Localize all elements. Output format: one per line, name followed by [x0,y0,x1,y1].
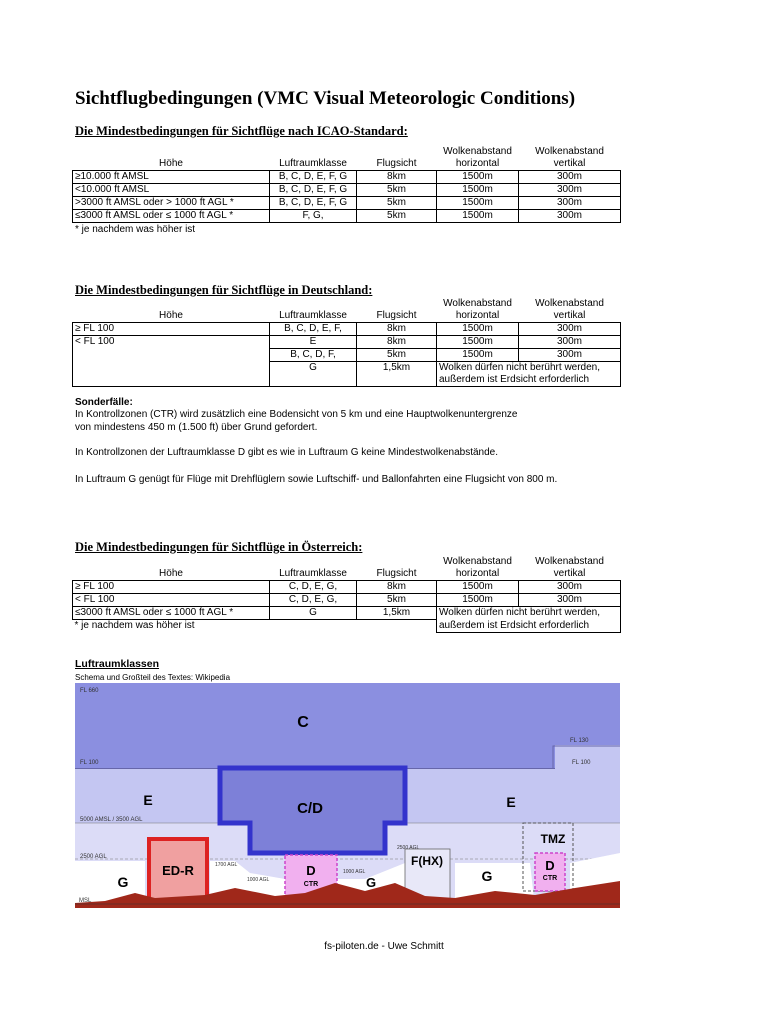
label-e1: E [143,792,153,808]
label-d1: D [306,863,316,878]
cell: E [270,336,357,349]
label-agl2500: 2500 AGL [80,854,107,860]
cell: 5km [357,210,437,223]
table-row [73,336,621,349]
cell: 300m [519,349,621,362]
cell: 1500m [437,210,519,223]
label-agl1000b: 1000 AGL [343,869,366,875]
cell: <10.000 ft AMSL [73,184,270,197]
label-agl2500b: 2500 AGL [397,845,420,851]
label-g2: G [365,875,377,890]
cell: ≥ FL 100 [73,581,270,594]
label-g3: G [481,868,493,884]
label-fl100b: FL 100 [572,760,591,766]
cell: 1500m [437,323,519,336]
sonder-p2: In Kontrollzonen der Luftraumklasse D gibt es wie in Luftraum G keine Mindestwolkenabstände. [75,447,499,458]
cell: >3000 ft AMSL oder > 1000 ft AGL * [73,197,270,210]
label-ctr2: CTR [542,875,558,882]
cell: ≥ FL 100 [73,323,270,336]
cell: außerdem ist Erdsicht erforderlich [437,374,621,387]
de-table [72,298,621,387]
col-sicht: Flugsicht [376,568,417,579]
col-klasse: Luftraumklasse [279,568,347,579]
cell: 300m [519,594,621,607]
cell: 300m [519,171,621,184]
cell: F, G, [270,210,357,223]
label-agl1000a: 1000 AGL [247,877,270,883]
icao-heading: Die Mindestbedingungen für Sichtflüge nach ICAO-Standard: [75,124,408,138]
cell: 300m [519,581,621,594]
label-fl660: FL 660 [80,688,99,694]
cell: 1,5km [357,362,437,387]
cell: außerdem ist Erdsicht erforderlich [437,620,621,633]
label-cd: C/D [297,800,323,817]
table-row [73,594,621,607]
label-fhx: F(HX) [411,854,443,868]
col-sicht: Flugsicht [376,310,417,321]
label-c: C [297,714,309,731]
sonder-title: Sonderfälle: [75,397,133,408]
table-row [73,581,621,594]
table-row [73,620,621,633]
label-amsl5000: 5000 AMSL / 3500 AGL [80,817,143,823]
label-fl100a: FL 100 [80,760,99,766]
cell: ≥10.000 ft AMSL [73,171,270,184]
col-horiz-1: Wolkenabstand [443,556,512,567]
label-edr: ED-R [162,863,194,878]
cell: 300m [519,323,621,336]
col-vert-1: Wolkenabstand [535,298,604,309]
table-row [73,607,621,620]
sonder-p3: In Luftraum G genügt für Flüge mit Drehflüglern sowie Luftschiff- und Ballonfahrten eine Flugsicht von 800 m. [75,474,558,485]
cell: G [270,362,357,387]
cell: ≤3000 ft AMSL oder ≤ 1000 ft AGL * [73,210,270,223]
col-vert-2: vertikal [553,568,586,579]
label-fl130: FL 130 [570,738,589,744]
cell: 5km [357,349,437,362]
label-g1: G [117,874,129,890]
class-c-area [75,683,620,768]
cell: 1500m [437,336,519,349]
label-d2: D [545,858,555,873]
at-table [72,556,621,633]
luftraum-source: Schema und Großteil des Textes: Wikipedia [75,673,231,682]
at-heading: Die Mindestbedingungen für Sichtflüge in Österreich: [75,540,363,554]
cell: 8km [357,336,437,349]
cell: C, D, E, G, [270,594,357,607]
sonder-p1a: In Kontrollzonen (CTR) wird zusätzlich eine Bodensicht von 5 km und eine Hauptwolkenuntergrenze [75,409,518,420]
cell: B, C, D, F, [270,349,357,362]
col-horiz-2: horizontal [455,310,500,321]
cell: 8km [357,171,437,184]
cell: 8km [357,581,437,594]
table-row [73,323,621,336]
table-row [73,197,621,210]
col-sicht: Flugsicht [376,158,417,169]
cell: Wolken dürfen nicht berührt werden, [437,607,621,620]
page-title: Sichtflugbedingungen (VMC Visual Meteorologic Conditions) [75,88,576,109]
table-row [73,184,621,197]
sonder-p1b: von mindestens 450 m (1.500 ft) über Grund gefordert. [75,421,318,433]
col-horiz-2: horizontal [455,568,500,579]
cell: 5km [357,184,437,197]
cell: 300m [519,336,621,349]
cell: B, C, D, E, F, [270,323,357,336]
cell: B, C, D, E, F, G [270,184,357,197]
col-vert-2: vertikal [553,158,586,169]
label-agl1700: 1700 AGL [215,862,238,868]
cell: < FL 100 [73,336,270,387]
cell: 5km [357,594,437,607]
label-msl: MSL [79,898,92,904]
cell: 1500m [437,171,519,184]
col-klasse: Luftraumklasse [279,310,347,321]
cell: G [270,607,357,620]
col-vert-2: vertikal [553,310,586,321]
cell: 1500m [437,594,519,607]
col-horiz-1: Wolkenabstand [443,298,512,309]
luftraum-heading: Luftraumklassen [75,658,160,670]
de-heading: Die Mindestbedingungen für Sichtflüge in Deutschland: [75,283,373,297]
cell: 1500m [437,197,519,210]
cell: 5km [357,197,437,210]
col-klasse: Luftraumklasse [279,158,347,169]
airspace-diagram [75,683,620,908]
col-horiz-2: horizontal [455,158,500,169]
icao-table [72,146,621,223]
cell: < FL 100 [73,594,270,607]
cell: 1500m [437,349,519,362]
cell: C, D, E, G, [270,581,357,594]
cell: 300m [519,197,621,210]
label-tmz: TMZ [540,832,566,846]
cell: 8km [357,323,437,336]
col-vert-1: Wolkenabstand [535,146,604,157]
cell: B, C, D, E, F, G [270,197,357,210]
icao-note: * je nachdem was höher ist [75,224,196,235]
col-vert-1: Wolkenabstand [535,556,604,567]
col-horiz-1: Wolkenabstand [443,146,512,157]
cell: 1500m [437,184,519,197]
col-hoehe: Höhe [159,158,183,169]
cell: ≤3000 ft AMSL oder ≤ 1000 ft AGL * [73,607,270,620]
cell: 1500m [437,581,519,594]
col-hoehe: Höhe [159,310,183,321]
footer: fs-piloten.de - Uwe Schmitt [324,941,444,952]
cell: B, C, D, E, F, G [270,171,357,184]
label-e2: E [506,794,516,810]
cell: 1,5km [357,607,437,620]
col-hoehe: Höhe [159,568,183,579]
label-ctr1: CTR [303,881,319,888]
cell: 300m [519,184,621,197]
table-row [73,171,621,184]
cell: Wolken dürfen nicht berührt werden, [437,362,621,375]
cell: 300m [519,210,621,223]
at-note: * je nachdem was höher ist [74,620,195,631]
table-row [73,210,621,223]
